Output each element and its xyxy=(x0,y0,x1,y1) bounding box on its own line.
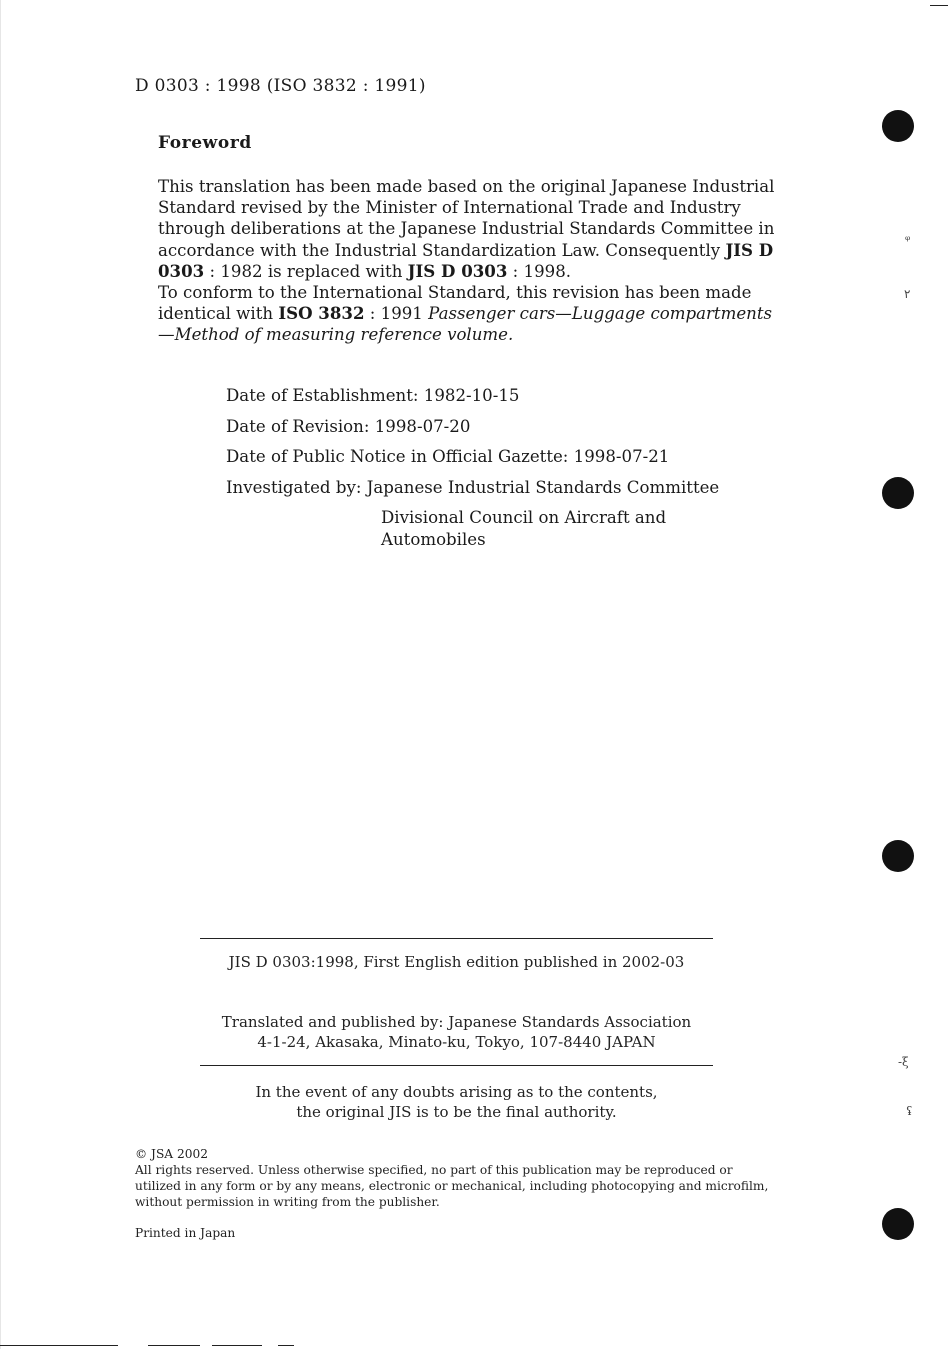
left-edge-shadow xyxy=(0,0,15,1349)
investigated-sub-line-1: Divisional Council on Aircraft and xyxy=(381,508,667,527)
edition-info: JIS D 0303:1998, First English edition published in 2002-03 xyxy=(228,953,685,971)
top-right-edge-mark xyxy=(930,5,948,6)
copyright-notice: © JSA 2002 xyxy=(135,1147,208,1161)
binder-hole-3 xyxy=(882,840,914,872)
foreword-p1-standard-new: JIS D 0303 xyxy=(407,260,508,281)
foreword-p1-text-c: : 1982 is replaced with xyxy=(204,261,408,281)
scan-speck-3: -ξ xyxy=(898,1055,909,1069)
bottom-edge-dash-3 xyxy=(278,1345,294,1346)
foreword-p1-text-a: This translation has been made based on the original Japanese Industrial Standard revised by the Minister of International Trade and Industry through deliberations at the Japanese Industrial Standards Committee in accordance with the Industrial Standardization Law. Consequently xyxy=(158,177,775,260)
date-revision: Date of Revision: 1998-07-20 xyxy=(226,416,471,436)
scan-speck-4: ʢ xyxy=(906,1104,913,1118)
foreword-paragraph-1 xyxy=(158,176,778,282)
scan-speck-2: ٢ xyxy=(904,287,911,301)
foreword-p2-text-a: To conform to the International Standard, this revision has been made identical with xyxy=(158,283,752,324)
binder-hole-4 xyxy=(882,1208,914,1240)
binder-hole-1 xyxy=(882,110,914,142)
investigated-sub xyxy=(381,507,741,550)
foreword-p2-text-c: : 1991 xyxy=(364,304,429,324)
date-establishment: Date of Establishment: 1982-10-15 xyxy=(226,386,520,405)
date-public-notice: Date of Public Notice in Official Gazette: 1998-07-21 xyxy=(226,447,670,466)
foreword-p1-standard-old: JIS D 0303 xyxy=(158,239,774,281)
document-header: D 0303 : 1998 (ISO 3832 : 1991) xyxy=(135,76,426,96)
printed-in: Printed in Japan xyxy=(135,1226,236,1240)
foreword-paragraph-2 xyxy=(158,282,778,346)
foreword-p2-iso-title: Passenger cars—Luggage compartments—Method of measuring reference volume. xyxy=(158,304,773,345)
foreword-p2-iso-ref: ISO 3832 xyxy=(278,303,365,324)
bottom-edge-line xyxy=(0,1345,118,1346)
translated-by: Translated and published by: Japanese Standards Association xyxy=(221,1013,692,1031)
investigated-by xyxy=(226,477,719,508)
divider-bottom xyxy=(200,1065,713,1066)
dates-block xyxy=(226,385,719,507)
foreword-body xyxy=(158,176,778,346)
bottom-edge-dash-2 xyxy=(212,1345,262,1346)
binder-hole-2 xyxy=(882,477,914,509)
publisher-address: 4-1-24, Akasaka, Minato-ku, Tokyo, 107-8440 JAPAN xyxy=(257,1033,656,1051)
scan-speck-1: ᵠ xyxy=(905,233,911,247)
investigated-sub-line-2: Automobiles xyxy=(381,529,486,549)
investigated-label: Investigated by: xyxy=(226,477,367,497)
bottom-edge-dash-1 xyxy=(148,1345,200,1346)
authority-line-1: In the event of any doubts arising as to the contents, xyxy=(255,1083,658,1101)
foreword-p1-text-e: : 1998. xyxy=(507,261,572,281)
copyright-rights: All rights reserved. Unless otherwise specified, no part of this publication may be reproduced or utilized in any form or by any means, electronic or mechanical, including photocopying and microfilm, without permission in writing from the publisher. xyxy=(135,1163,769,1209)
foreword-title: Foreword xyxy=(158,133,252,153)
divider-top xyxy=(200,938,713,939)
investigated-value: Japanese Industrial Standards Committee xyxy=(366,477,720,497)
authority-line-2: the original JIS is to be the final authority. xyxy=(296,1103,617,1121)
